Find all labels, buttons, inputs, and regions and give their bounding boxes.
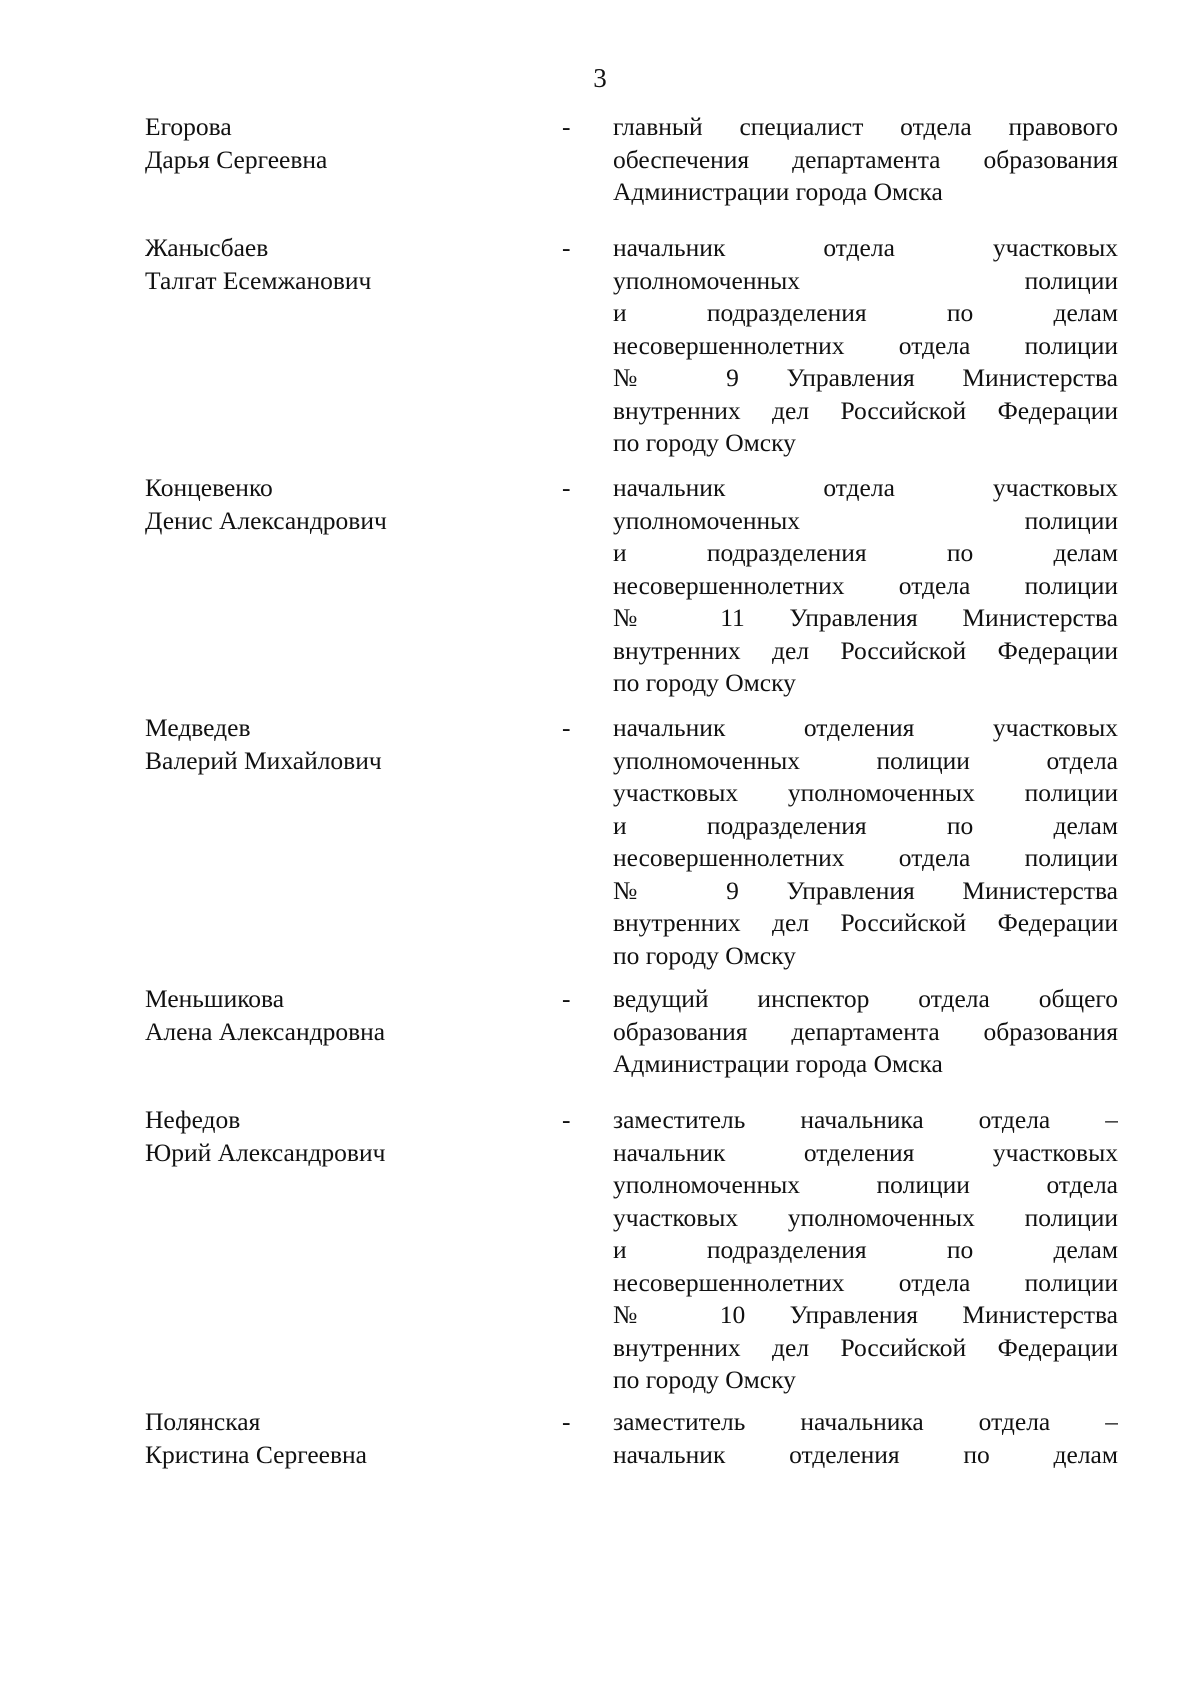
dash-separator: - xyxy=(562,713,571,742)
description-line: Администрации города Омска xyxy=(613,177,943,206)
description-line: уполномоченных полиции отдела xyxy=(613,1170,1118,1199)
description-line: по городу Омску xyxy=(613,1365,796,1394)
person-name xyxy=(145,1406,525,1471)
surname: Полянская xyxy=(145,1407,261,1436)
description-line: участковых уполномоченных полиции xyxy=(613,778,1118,807)
given-name: Кристина Сергеевна xyxy=(145,1439,368,1469)
description-line: начальник отделения участковых xyxy=(613,1137,1118,1167)
page-number: 3 xyxy=(593,63,607,93)
given-name: Денис Александрович xyxy=(145,505,387,535)
description-line: и подразделения по делам xyxy=(613,298,1118,327)
description-line: начальник отдела участковых xyxy=(613,233,1118,262)
surname: Жаныcбаев xyxy=(145,233,269,262)
dash-separator: - xyxy=(562,984,571,1013)
surname: Концевенко xyxy=(145,473,273,502)
description-line: начальник отделения участковых xyxy=(613,713,1118,742)
dash-separator: - xyxy=(562,233,571,262)
description-line: ведущий инспектор отдела общего xyxy=(613,984,1118,1013)
surname: Егорова xyxy=(145,112,232,141)
person-name xyxy=(145,472,525,537)
description-line: № 11 Управления Министерства xyxy=(613,603,1118,632)
position-description xyxy=(613,983,1118,1081)
dash-separator: - xyxy=(562,473,571,502)
description-line: обеспечения департамента образования xyxy=(613,144,1118,174)
given-name: Дарья Сергеевна xyxy=(145,144,328,174)
dash-separator: - xyxy=(562,112,571,141)
dash-separator: - xyxy=(562,1407,571,1436)
person-name xyxy=(145,1104,525,1169)
person-name xyxy=(145,983,525,1048)
description-line: уполномоченных полиции xyxy=(613,265,1118,295)
description-line: № 9 Управления Министерства xyxy=(613,875,1118,905)
position-description xyxy=(613,232,1118,460)
description-line: № 9 Управления Министерства xyxy=(613,363,1118,392)
description-line: несовершеннолетних отдела полиции xyxy=(613,843,1118,872)
description-line: несовершеннолетних отдела полиции xyxy=(613,1267,1118,1297)
given-name: Талгат Есемжанович xyxy=(145,265,372,295)
description-line: внутренних дел Российской Федерации xyxy=(613,908,1118,937)
description-line: Администрации города Омска xyxy=(613,1049,943,1078)
description-line: несовершеннолетних отдела полиции xyxy=(613,570,1118,600)
description-line: заместитель начальника отдела – xyxy=(613,1105,1118,1134)
description-line: участковых уполномоченных полиции xyxy=(613,1202,1118,1232)
description-line: внутренних дел Российской Федерации xyxy=(613,1332,1118,1362)
description-line: несовершеннолетних отдела полиции xyxy=(613,330,1118,360)
description-line: № 10 Управления Министерства xyxy=(613,1300,1118,1329)
description-line: по городу Омску xyxy=(613,428,796,457)
given-name: Юрий Александрович xyxy=(145,1137,386,1167)
position-description xyxy=(613,472,1118,700)
person-name xyxy=(145,111,525,176)
person-name xyxy=(145,712,525,777)
person-name xyxy=(145,232,525,297)
description-line: внутренних дел Российской Федерации xyxy=(613,635,1118,665)
description-line: начальник отдела участковых xyxy=(613,473,1118,502)
surname: Меньшикова xyxy=(145,984,285,1013)
surname: Нефедов xyxy=(145,1105,241,1134)
description-line: по городу Омску xyxy=(613,668,796,697)
description-line: заместитель начальника отдела – xyxy=(613,1407,1118,1436)
description-line: образования департамента образования xyxy=(613,1016,1118,1046)
position-description xyxy=(613,712,1118,972)
description-line: и подразделения по делам xyxy=(613,1235,1118,1264)
position-description xyxy=(613,1406,1118,1471)
description-line: уполномоченных полиции xyxy=(613,505,1118,535)
description-line: и подразделения по делам xyxy=(613,810,1118,840)
description-line: главный специалист отдела правового xyxy=(613,112,1118,141)
given-name: Алена Александровна xyxy=(145,1016,386,1046)
position-description xyxy=(613,111,1118,209)
description-line: по городу Омску xyxy=(613,940,796,970)
dash-separator: - xyxy=(562,1105,571,1134)
given-name: Валерий Михайлович xyxy=(145,745,382,775)
description-line: и подразделения по делам xyxy=(613,538,1118,567)
description-line: уполномоченных полиции отдела xyxy=(613,745,1118,775)
description-line: начальник отделения по делам xyxy=(613,1439,1118,1469)
description-line: внутренних дел Российской Федерации xyxy=(613,395,1118,425)
position-description xyxy=(613,1104,1118,1397)
surname: Медведев xyxy=(145,713,251,742)
